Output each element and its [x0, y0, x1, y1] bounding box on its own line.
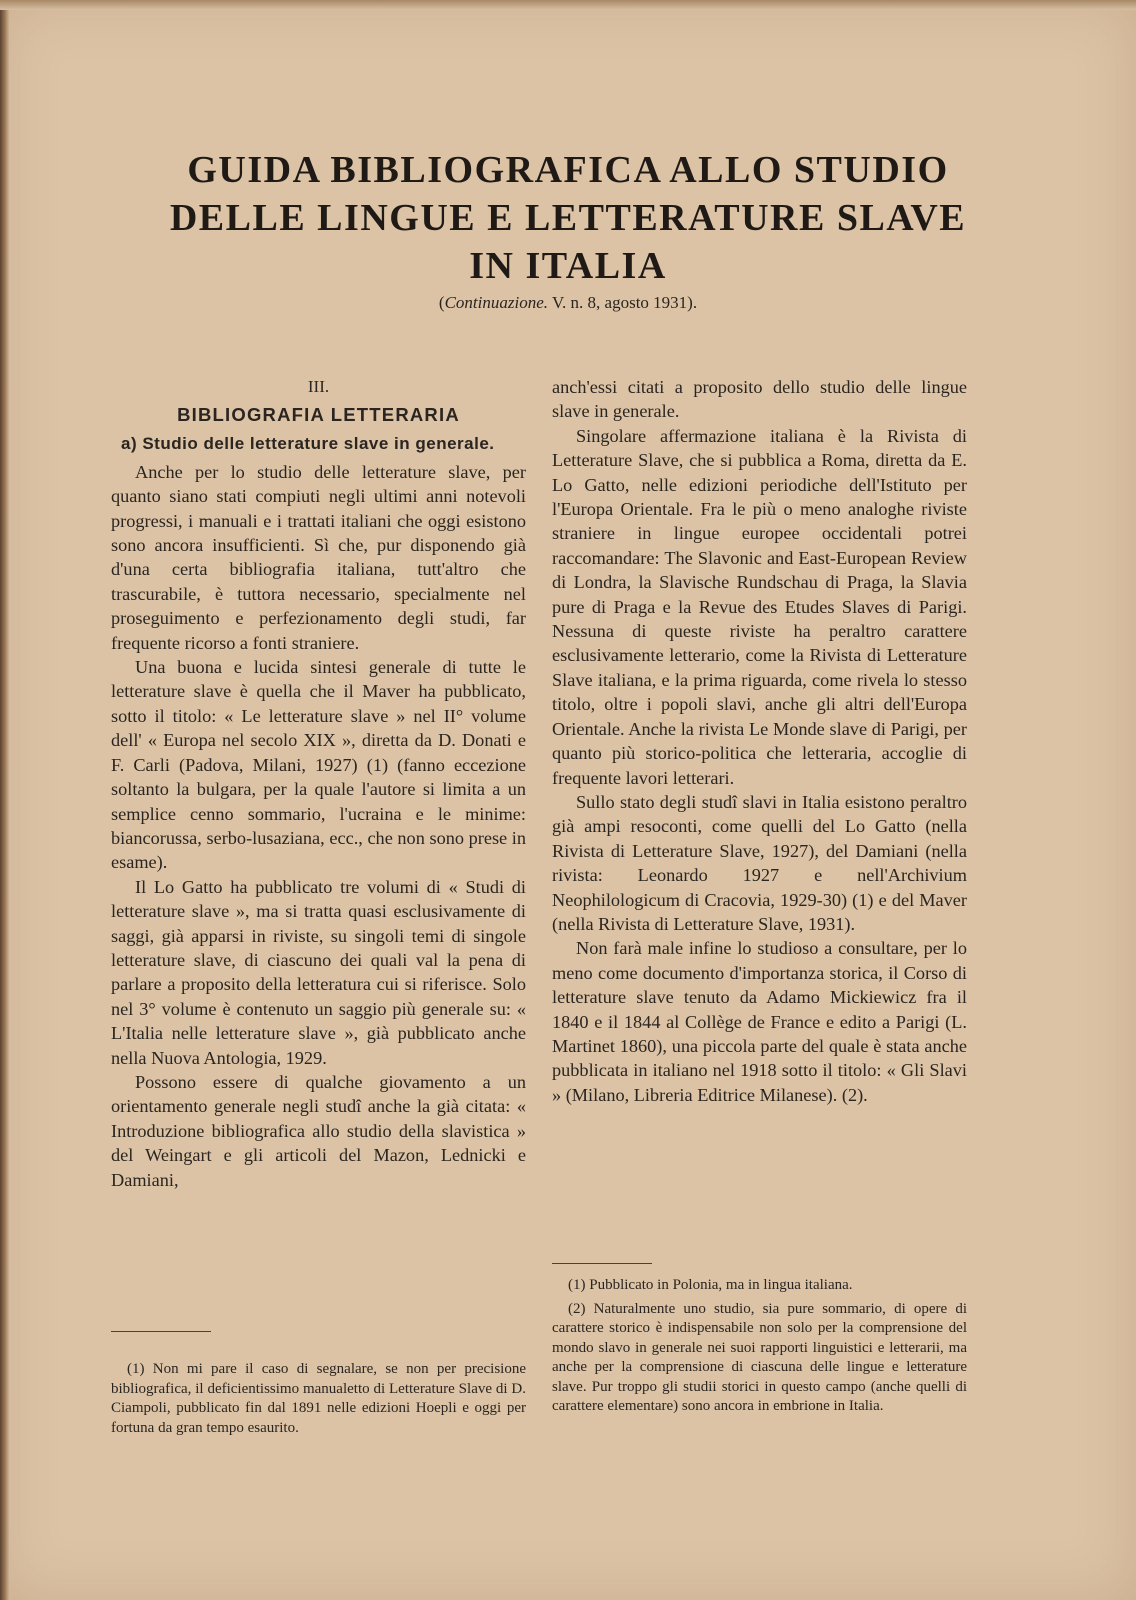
- paragraph: Sullo stato degli studî slavi in Italia esistono peraltro già ampi resoconti, come quelli del Lo Gatto (nella Rivista di Letterature Slave, 1927), del Damiani (nella rivista: Leonardo 1927 e nell'Archivium Neophilologicum di Cracovia, 1929-30) (1) e del Maver (nella Rivista di Letterature Slave, 1931).: [552, 791, 967, 934]
- title-line-3: IN ITALIA: [469, 245, 667, 287]
- footnote: (2) Naturalmente uno studio, sia pure sommario, di opere di carattere storico è indispensabile non solo per la comprensione del mondo slavo in generale nei suoi rapporti linguistici e letterarii, ma anche per la comprensione di ciascuna delle lingue e letterature slave. Pur troppo gli studii storici in questo campo (anche quelli di carattere elementare) sono ancora in embrione in Italia.: [552, 1300, 967, 1414]
- paragraph: anch'essi citati a proposito dello studio delle lingue slave in generale.: [552, 377, 967, 422]
- right-column: [552, 375, 967, 1107]
- page-top-edge: [0, 0, 1136, 10]
- subtitle-rest: V. n. 8, agosto 1931).: [548, 293, 698, 312]
- footnotes-right: [552, 1276, 967, 1421]
- paragraph: Una buona e lucida sintesi generale di tutte le letterature slave è quella che il Maver ha pubblicato, sotto il titolo: « Le letterature slave » nel II° volume dell' « Europa nel secolo XIX », diretta da D. Donati e F. Carli (Padova, Milani, 1927) (1) (fanno eccezione soltanto la bulgara, per la quale l'autore si limita a un semplice cenno sommario, l'ucraina e le minime: biancorussa, serbo-lusaziana, ecc., che non sono prese in esame).: [111, 657, 526, 873]
- section-heading: BIBLIOGRAFIA LETTERARIA: [177, 404, 460, 426]
- title-line-1: GUIDA BIBLIOGRAFICA ALLO STUDIO: [187, 149, 949, 191]
- footnote-divider: [552, 1263, 652, 1264]
- subsection-heading: a) Studio delle letterature slave in generale.: [121, 433, 495, 453]
- article-title: [60, 146, 1076, 290]
- subtitle-open: (: [438, 293, 445, 312]
- paragraph: Non farà male infine lo studioso a consultare, per lo meno come documento d'importanza storica, il Corso di letterature slave tenuto da Adamo Mickiewicz fra il 1840 e il 1844 al Collège de France e edito a Parigi (L. Martinet 1860), una piccola parte del quale è stata anche pubblicata in italiano nel 1918 sotto il titolo: « Gli Slavi » (Milano, Libreria Editrice Milanese). (2).: [552, 938, 967, 1105]
- left-column: [111, 375, 526, 1192]
- paragraph: Il Lo Gatto ha pubblicato tre volumi di « Studi di letterature slave », ma si tratta quasi esclusivamente di saggi, già apparsi in riviste, su singoli temi di singole letterature slave, di ciascuno dei quali val la pena di parlare a proposito della letteratura cui si riferisce. Solo nel 3° volume è contenuto un saggio più generale su: « L'Italia nelle letterature slave », già pubblicato anche nella Nuova Antologia, 1929.: [111, 876, 526, 1068]
- page-binding-edge: [0, 0, 9, 1600]
- footnote-divider: [111, 1331, 211, 1332]
- title-line-2: DELLE LINGUE E LETTERATURE SLAVE: [169, 197, 967, 239]
- paragraph: Singolare affermazione italiana è la Rivista di Letterature Slave, che si pubblica a Roma, diretta da E. Lo Gatto, nelle edizioni periodiche dell'Istituto per l'Europa Orientale. Fra le più o meno analoghe riviste straniere in lingue europee occidentali potrei raccomandare: The Slavonic and East-European Review di Londra, la Slavische Rundschau di Praga, la Slavia pure di Praga e la Revue des Etudes Slaves di Parigi. Nessuna di queste riviste ha peraltro carattere esclusivamente letterario, come la Rivista di Letterature Slave italiana, e la prima riguarda, come rivela lo stesso titolo, oltre i popoli slavi, anche gli altri dell'Europa Orientale. Anche la rivista Le Monde slave di Parigi, per quanto più storico-politica che letteraria, accoglie di frequente lavori letterari.: [552, 425, 967, 788]
- subtitle-italic: Continuazione.: [444, 293, 548, 312]
- footnotes-left: [111, 1360, 526, 1442]
- article-subtitle: [60, 293, 1076, 313]
- section-number: III.: [307, 377, 330, 396]
- footnote: (1) Pubblicato in Polonia, ma in lingua italiana.: [568, 1277, 853, 1293]
- footnote: (1) Non mi pare il caso di segnalare, se non per precisione bibliografica, il deficientissimo manualetto di Letterature Slave di D. Ciampoli, pubblicato fin dal 1891 nelle edizioni Hoepli e oggi per fortuna da gran tempo esaurito.: [111, 1361, 526, 1436]
- paragraph: Anche per lo studio delle letterature slave, per quanto siano stati compiuti negli ultimi anni notevoli progressi, i manuali e i trattati italiani che oggi esistono sono ancora insufficienti. Sì che, pur disponendo già d'una certa bibliografia italiana, tutt'altro che trascurabile, è tuttora necessario, specialmente nel proseguimento e perfezionamento degli studi, far frequente ricorso a fonti straniere.: [111, 461, 526, 653]
- paragraph: Possono essere di qualche giovamento a un orientamento generale negli studî anche la già citata: « Introduzione bibliografica allo studio della slavistica » del Weingart e gli articoli del Mazon, Lednicki e Damiani,: [111, 1071, 526, 1190]
